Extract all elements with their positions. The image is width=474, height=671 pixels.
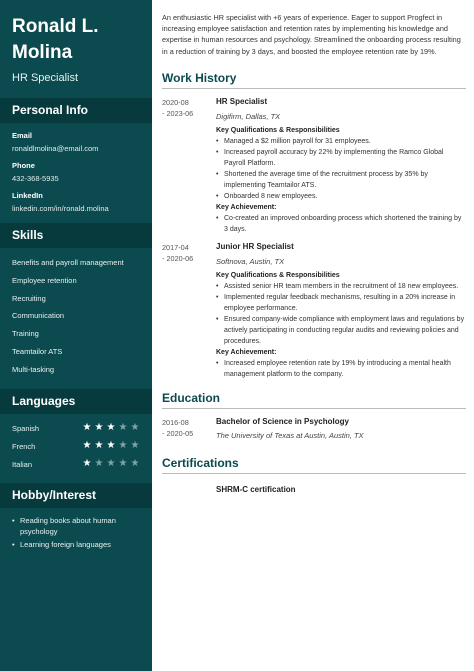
job-start: 2020-08 — [162, 97, 189, 107]
job-title: HR Specialist — [216, 96, 268, 106]
skill-item: Recruiting — [12, 293, 46, 303]
last-name: Molina — [12, 42, 73, 63]
qualification-item — [216, 292, 466, 314]
education-heading: Education — [162, 391, 466, 409]
education-entry — [162, 417, 466, 440]
job-dates — [162, 97, 216, 235]
candidate-title: HR Specialist — [12, 72, 79, 84]
school: The University of Texas at Austin, Austin, TX — [216, 430, 364, 440]
job-title: Junior HR Specialist — [216, 241, 294, 251]
qualification-text: Ensured company-wide compliance with employment laws and regulations by actively participating in conducting regular audits and reviewing policies and procedures. — [224, 315, 465, 345]
level-dot-icon: ★ — [106, 422, 116, 434]
qualification-item — [216, 169, 466, 191]
education-start: 2016-08 — [162, 417, 189, 427]
bullet-icon: • — [216, 137, 219, 145]
email-label: Email — [12, 131, 33, 140]
qualifications-heading: Key Qualifications & Responsibilities — [216, 126, 340, 134]
skill-item: Teamtailor ATS — [12, 346, 63, 356]
qualification-item — [216, 314, 466, 347]
achievement-item — [216, 213, 466, 235]
level-dot-icon: ★ — [94, 458, 104, 470]
achievement-heading: Key Achievement: — [216, 348, 277, 356]
level-dot-icon: ★ — [118, 422, 128, 434]
language-level — [82, 459, 140, 469]
language-name: Spanish — [12, 423, 40, 433]
job-details — [216, 242, 466, 380]
level-dot-icon: ★ — [118, 458, 128, 470]
job-entry — [162, 242, 466, 380]
linkedin-value[interactable]: linkedin.com/in/ronald.molina — [12, 204, 109, 213]
language-item — [0, 420, 152, 438]
hobby-item — [12, 515, 140, 537]
achievement-text: Increased employee retention rate by 19% by introducing a mental health management platform to the company. — [224, 359, 451, 378]
qualifications-list — [216, 136, 466, 202]
hobby-item — [12, 539, 140, 550]
candidate-name — [0, 0, 152, 66]
level-dot-icon: ★ — [130, 458, 140, 470]
language-level — [82, 441, 140, 451]
education-end: - 2020-05 — [162, 428, 194, 438]
qualification-text: Implemented regular feedback mechanisms, resulting in a 20% increase in employee performance. — [224, 293, 456, 312]
certification-item: SHRM-C certification — [216, 484, 296, 494]
personal-info-heading: Personal Info — [0, 98, 152, 123]
language-name: Italian — [12, 459, 33, 469]
hobby-text: Reading books about human psychology — [20, 515, 116, 536]
work-history-heading: Work History — [162, 71, 466, 89]
bullet-icon: • — [216, 293, 219, 301]
job-entry — [162, 97, 466, 235]
qualification-item — [216, 191, 466, 202]
phone-label: Phone — [12, 161, 35, 170]
job-end: - 2023-06 — [162, 108, 194, 118]
phone-value[interactable]: 432-368-5935 — [12, 174, 59, 183]
bullet-icon: • — [216, 359, 219, 367]
personal-info — [0, 131, 152, 213]
summary: An enthusiastic HR specialist with +6 years of experience. Eager to support Progfect in increasing employee satisfaction and retention rates by implementing his knowledge and expertise in human resources and psychology. Streamlined the onboarding process resulting in a reduction of training by 3 days, and boosted the employee retention rate by 19%. — [162, 13, 461, 56]
language-item — [0, 455, 152, 473]
sidebar — [0, 0, 152, 671]
bullet-icon: • — [216, 315, 219, 323]
certifications-heading: Certifications — [162, 456, 466, 474]
skill-item: Multi-tasking — [12, 364, 55, 374]
qualification-text: Onboarded 8 new employees. — [224, 192, 318, 200]
level-dot-icon: ★ — [94, 422, 104, 434]
bullet-icon: • — [216, 148, 219, 156]
achievement-heading: Key Achievement: — [216, 203, 277, 211]
job-company: Digifirm, Dallas, TX — [216, 111, 281, 121]
level-dot-icon: ★ — [106, 440, 116, 452]
skill-item: Training — [12, 329, 39, 339]
language-level — [82, 423, 140, 433]
qualification-text: Assisted senior HR team members in the recruitment of 18 new employees. — [224, 282, 459, 290]
bullet-icon: • — [216, 192, 219, 200]
level-dot-icon: ★ — [118, 440, 128, 452]
degree: Bachelor of Science in Psychology — [216, 416, 349, 426]
skill-item: Employee retention — [12, 275, 77, 285]
email-value[interactable]: ronaldlmolina@email.com — [12, 144, 99, 153]
qualification-item — [216, 147, 466, 169]
level-dot-icon: ★ — [82, 458, 92, 470]
level-dot-icon: ★ — [82, 440, 92, 452]
linkedin-label: LinkedIn — [12, 191, 43, 200]
languages-heading: Languages — [0, 389, 152, 414]
qualification-text: Increased payroll accuracy by 22% by implementing the Ramco Global Payroll Platform. — [224, 148, 444, 167]
hobbies-heading: Hobby/Interest — [0, 483, 152, 508]
work-history — [162, 97, 466, 380]
skill-item: Communication — [12, 311, 65, 321]
qualification-item — [216, 281, 466, 292]
job-company: Softnova, Austin, TX — [216, 256, 285, 266]
first-name: Ronald L. — [12, 16, 99, 37]
qualification-item — [216, 136, 466, 147]
main-content — [162, 0, 466, 494]
level-dot-icon: ★ — [82, 422, 92, 434]
languages-list — [0, 414, 152, 473]
bullet-icon: • — [12, 539, 15, 549]
skill-item: Benefits and payroll management — [12, 258, 124, 267]
language-name: French — [12, 441, 36, 451]
level-dot-icon: ★ — [130, 422, 140, 434]
qualification-text: Shortened the average time of the recruitment process by 35% by implementing Teamtailor ATS. — [224, 170, 428, 189]
bullet-icon: • — [216, 214, 219, 222]
achievement-text: Co-created an improved onboarding process which shortened the training by 3 days. — [224, 214, 462, 233]
language-item — [0, 437, 152, 455]
level-dot-icon: ★ — [94, 440, 104, 452]
level-dot-icon: ★ — [106, 458, 116, 470]
bullet-icon: • — [12, 515, 15, 525]
qualification-text: Managed a $2 million payroll for 31 employees. — [224, 137, 371, 145]
skills-list — [0, 248, 152, 379]
achievements-list — [216, 213, 466, 235]
job-start: 2017-04 — [162, 242, 189, 252]
achievements-list — [216, 358, 466, 380]
skills-heading: Skills — [0, 223, 152, 248]
education-dates — [162, 417, 216, 440]
qualifications-list — [216, 281, 466, 347]
certifications-list — [162, 485, 466, 494]
job-end: - 2020-06 — [162, 253, 194, 263]
hobby-text: Learning foreign languages — [20, 539, 111, 549]
achievement-item — [216, 358, 466, 380]
level-dot-icon: ★ — [130, 440, 140, 452]
hobbies-list — [0, 508, 152, 550]
job-dates — [162, 242, 216, 380]
bullet-icon: • — [216, 170, 219, 178]
job-details — [216, 97, 466, 235]
bullet-icon: • — [216, 282, 219, 290]
qualifications-heading: Key Qualifications & Responsibilities — [216, 271, 340, 279]
